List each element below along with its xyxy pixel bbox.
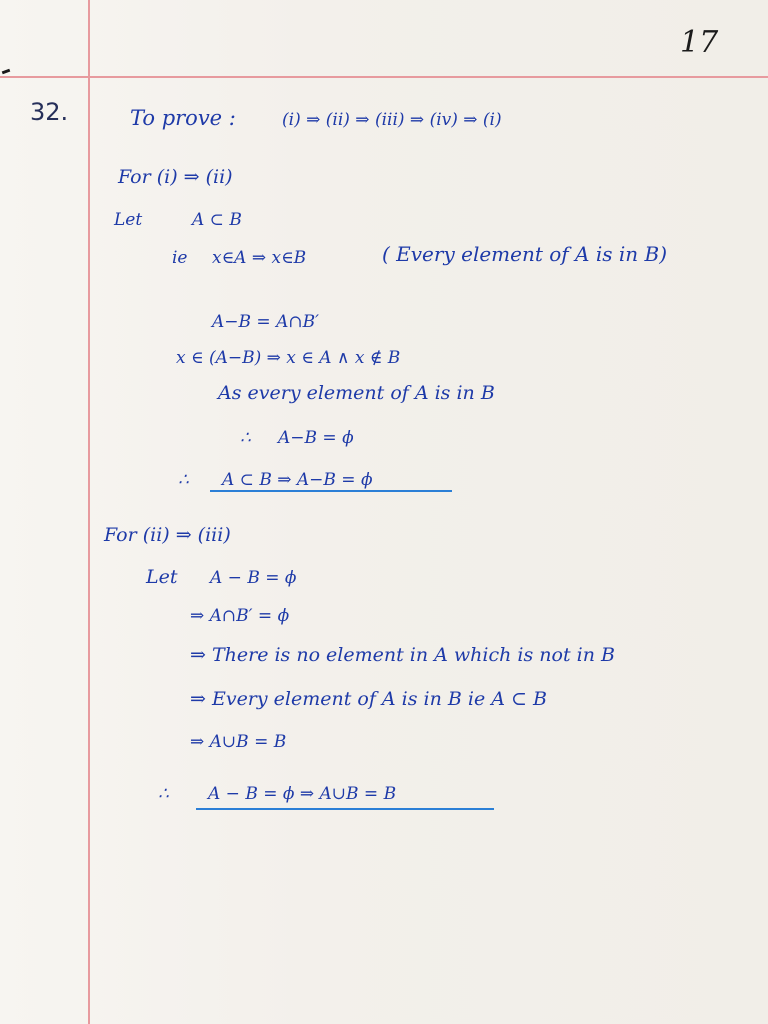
part2-heading: For (ii) ⇒ (iii) — [104, 524, 231, 546]
part2-let: Let — [146, 566, 178, 588]
part1-note: ( Every element of A is in B) — [382, 242, 668, 266]
part2-conclusion: A − B = ϕ ⇒ A∪B = B — [208, 784, 397, 804]
question-number: 32. — [30, 98, 69, 126]
part2-assumption: A − B = ϕ — [210, 568, 297, 588]
part1-underline — [210, 490, 452, 492]
part1-conclusion-symbol: ∴ — [178, 470, 189, 490]
part1-ie: ie — [172, 248, 188, 268]
page-number: 17 — [680, 25, 719, 60]
part2-conclusion-symbol: ∴ — [158, 784, 169, 804]
margin-line-vertical — [88, 0, 90, 1024]
part1-heading: For (i) ⇒ (ii) — [118, 166, 233, 188]
part2-step-2: ⇒ There is no element in A which is not in B — [190, 644, 615, 666]
part1-implication: x∈A ⇒ x∈B — [212, 248, 307, 268]
part1-assumption: A ⊂ B — [192, 210, 242, 230]
part1-eq1: A−B = A∩B′ — [212, 312, 319, 332]
part1-conclusion: A ⊂ B ⇒ A−B = ϕ — [222, 470, 373, 490]
part1-eq4-symbol: ∴ — [240, 428, 251, 448]
edge-mark — [2, 69, 11, 75]
part2-step-4: ⇒ A∪B = B — [190, 732, 287, 752]
part1-eq2: x ∈ (A−B) ⇒ x ∈ A ∧ x ∉ B — [176, 348, 401, 368]
part2-underline — [196, 808, 494, 810]
to-prove-label: To prove : — [130, 106, 236, 130]
part1-eq4: A−B = ϕ — [278, 428, 354, 448]
part1-eq3: As every element of A is in B — [218, 382, 495, 404]
part1-let: Let — [114, 210, 143, 230]
margin-line-horizontal — [0, 76, 768, 78]
part2-step-3: ⇒ Every element of A is in B ie A ⊂ B — [190, 688, 547, 710]
part2-step-1: ⇒ A∩B′ = ϕ — [190, 606, 290, 626]
to-prove-chain: (i) ⇒ (ii) ⇒ (iii) ⇒ (iv) ⇒ (i) — [282, 110, 502, 130]
